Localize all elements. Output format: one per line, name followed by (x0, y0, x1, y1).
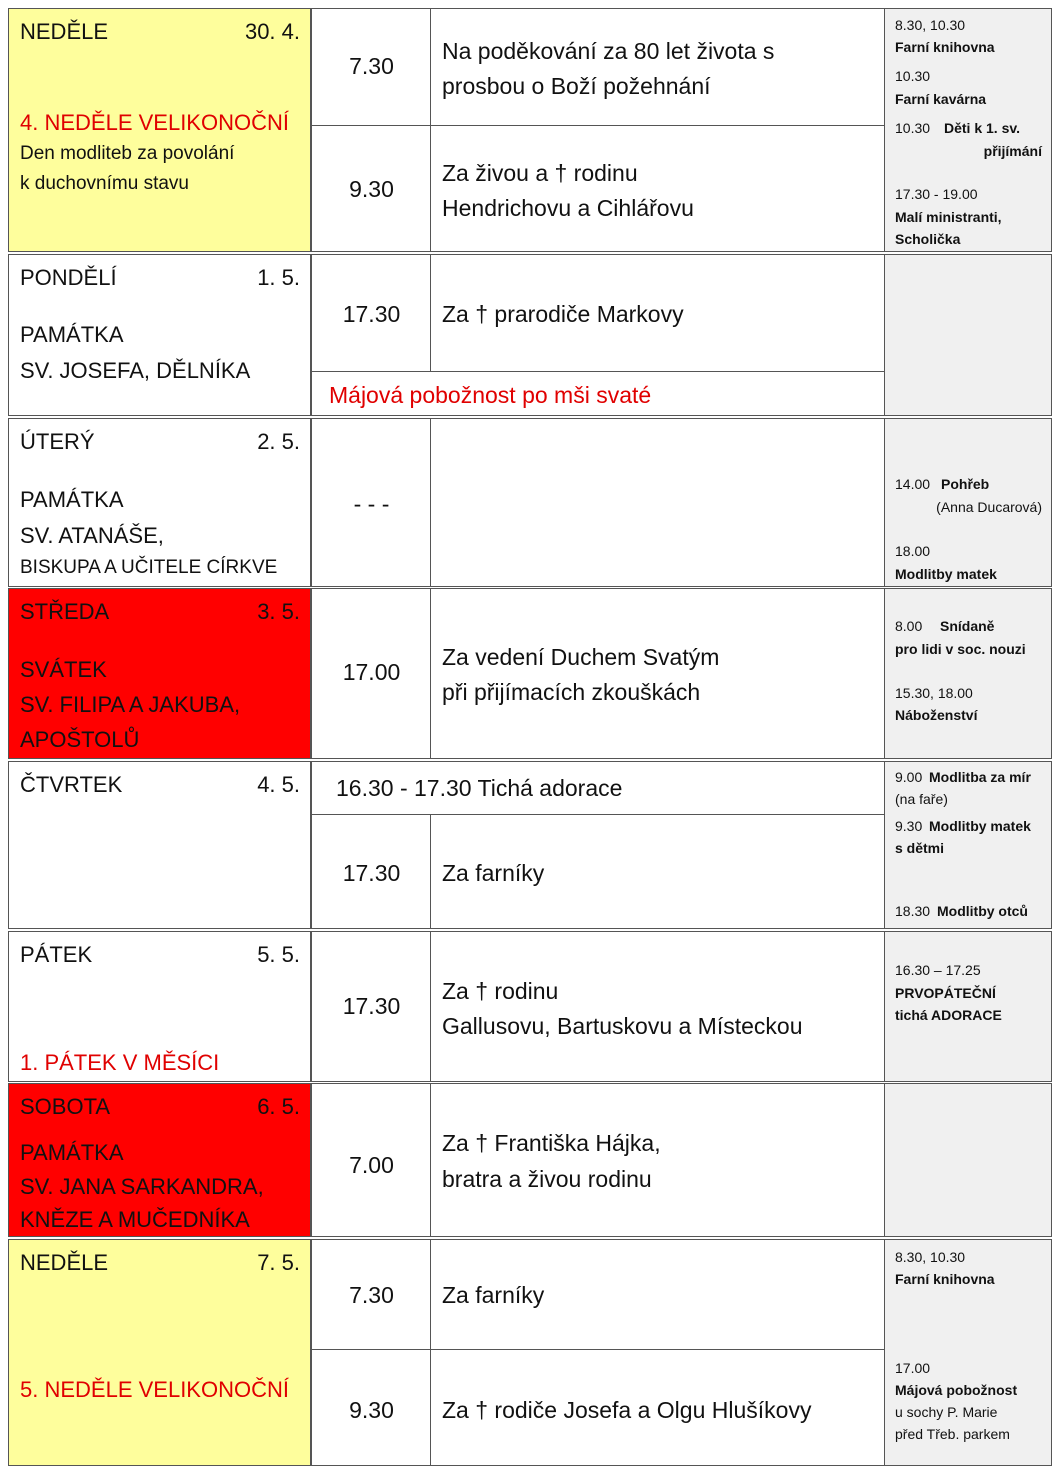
day-date: 4. 5. (257, 772, 300, 797)
day-note-line: Den modliteb za povolání (20, 143, 235, 164)
event-time: 8.30, 10.30 (895, 1249, 966, 1265)
day-cell-sunday-30-4 (8, 8, 311, 252)
event-detail: (Anna Ducarová) (936, 499, 1042, 515)
day-date: 7. 5. (257, 1250, 300, 1275)
mass-time-cell (311, 125, 431, 252)
day-name: SOBOTA (20, 1094, 111, 1119)
mass-intention-cell (430, 814, 885, 929)
feast-line: PAMÁTKA (20, 487, 124, 512)
mass-intention-line: bratra a živou rodinu (442, 1166, 652, 1192)
mass-intention-line: Hendrichovu a Cihlářovu (442, 195, 694, 221)
adoration-label: 16.30 - 17.30 Tichá adorace (336, 775, 623, 801)
mass-intention-cell (430, 418, 885, 587)
feast-line: BISKUPA A UČITELE CÍRKVE (20, 557, 278, 578)
day-date: 5. 5. (257, 942, 300, 967)
mass-intention-line: Za živou a † rodinu (442, 160, 638, 186)
mass-time-cell (311, 8, 431, 126)
mass-time: 7.30 (349, 53, 394, 79)
mass-time-cell (311, 418, 431, 587)
events-cell (884, 931, 1052, 1082)
event-title: Modlitby matek (929, 818, 1031, 834)
celebration-label: 5. NEDĚLE VELIKONOČNÍ (20, 1377, 289, 1402)
day-cell-monday-1-5 (8, 254, 311, 416)
event-title: Modlitby otců (937, 903, 1028, 919)
event-detail: (na faře) (895, 791, 948, 807)
day-cell-thursday-4-5 (8, 761, 311, 929)
day-cell-tuesday-2-5 (8, 418, 311, 587)
event-title: Pohřeb (941, 476, 990, 492)
event-title: Modlitba za mír (929, 769, 1031, 785)
event-detail: před Třeb. parkem (895, 1426, 1010, 1442)
event-title: Farní knihovna (895, 1271, 995, 1287)
feast-line: PAMÁTKA (20, 322, 124, 347)
event-time: 16.30 – 17.25 (895, 962, 981, 978)
mass-time: 17.00 (342, 659, 401, 685)
day-cell-wednesday-3-5 (8, 588, 311, 759)
mass-time: 9.30 (349, 176, 394, 202)
mass-intention-line: Za † rodiče Josefa a Olgu Hlušíkovy (442, 1397, 812, 1423)
day-cell-sunday-7-5 (8, 1239, 311, 1466)
day-date: 6. 5. (257, 1094, 300, 1119)
mass-intention-line: Na poděkování za 80 let života s (442, 38, 775, 64)
mass-time-cell (311, 254, 431, 372)
event-time: 17.00 (895, 1360, 931, 1376)
feast-line: APOŠTOLŮ (20, 727, 140, 752)
adoration-cell (311, 761, 885, 815)
day-cell-friday-5-5 (8, 931, 311, 1082)
day-name: ÚTERÝ (20, 429, 95, 454)
mass-time: 17.30 (342, 860, 401, 886)
event-time: 17.30 - 19.00 (895, 186, 978, 202)
event-time: 9.30 (895, 818, 923, 834)
feast-line: SV. ATANÁŠE, (20, 523, 164, 548)
feast-line: SV. FILIPA A JAKUBA, (20, 692, 241, 717)
may-devotion-note: Májová pobožnost po mši svaté (329, 382, 652, 408)
event-title: Modlitby matek (895, 566, 997, 582)
mass-time-cell (311, 1083, 431, 1237)
mass-intention-cell (430, 1239, 885, 1350)
mass-time-cell (311, 588, 431, 759)
day-date: 1. 5. (257, 265, 300, 290)
mass-intention-cell (430, 588, 885, 759)
day-name: NEDĚLE (20, 1250, 109, 1275)
event-title: Děti k 1. sv. (944, 120, 1021, 136)
events-cell (884, 8, 1052, 252)
mass-time-cell (311, 1239, 431, 1350)
mass-intention-line: Za farníky (442, 1282, 545, 1308)
event-title: Snídaně (940, 618, 995, 634)
day-name: PONDĚLÍ (20, 265, 117, 290)
events-cell (884, 418, 1052, 587)
mass-intention-cell (430, 1349, 885, 1466)
event-title: přijímání (983, 143, 1042, 159)
events-cell (884, 761, 1052, 929)
day-date: 2. 5. (257, 429, 300, 454)
mass-time: 17.30 (342, 993, 401, 1019)
celebration-label: 4. NEDĚLE VELIKONOČNÍ (20, 110, 289, 135)
mass-intention-line: Za † Františka Hájka, (442, 1130, 661, 1156)
feast-line: PAMÁTKA (20, 1140, 124, 1165)
mass-intention-line: Za † rodinu (442, 978, 559, 1004)
event-title: Farní knihovna (895, 39, 995, 55)
day-name: STŘEDA (20, 599, 110, 624)
event-title: Májová pobožnost (895, 1382, 1018, 1398)
mass-intention-cell (430, 8, 885, 126)
mass-intention-cell (430, 931, 885, 1082)
events-cell (884, 588, 1052, 759)
event-time: 10.30 (895, 120, 931, 136)
mass-intention-line: při přijímacích zkouškách (442, 679, 701, 705)
feast-line: SVÁTEK (20, 657, 107, 682)
mass-intention-cell (430, 1083, 885, 1237)
day-name: ČTVRTEK (20, 772, 123, 797)
celebration-label: 1. PÁTEK V MĚSÍCI (20, 1050, 220, 1075)
day-date: 3. 5. (257, 599, 300, 624)
event-title: Scholička (895, 231, 961, 247)
mass-intention-cell (430, 125, 885, 252)
mass-time-cell (311, 1349, 431, 1466)
mass-intention-cell (430, 254, 885, 372)
mass-time: - - - (353, 491, 390, 517)
event-title: pro lidi v soc. nouzi (895, 641, 1026, 657)
mass-time-cell (311, 931, 431, 1082)
mass-intention-line: prosbou o Boží požehnání (442, 73, 711, 99)
events-cell (884, 1239, 1052, 1466)
day-note-line: k duchovnímu stavu (20, 173, 189, 194)
event-title: Náboženství (895, 707, 978, 723)
mass-time: 9.30 (349, 1397, 394, 1423)
mass-intention-line: Gallusovu, Bartuskovu a Místeckou (442, 1013, 803, 1039)
mass-time-cell (311, 814, 431, 929)
event-time: 15.30, 18.00 (895, 685, 973, 701)
event-time: 9.00 (895, 769, 923, 785)
mass-intention-line: Za † prarodiče Markovy (442, 301, 684, 327)
mass-intention-line: Za vedení Duchem Svatým (442, 644, 720, 670)
event-time: 14.00 (895, 476, 931, 492)
event-detail: u sochy P. Marie (895, 1404, 998, 1420)
event-time: 18.30 (895, 903, 931, 919)
day-name: PÁTEK (20, 942, 93, 967)
feast-line: SV. JANA SARKANDRA, (20, 1174, 264, 1199)
feast-line: SV. JOSEFA, DĚLNÍKA (20, 358, 251, 383)
day-name: NEDĚLE (20, 19, 109, 44)
event-time: 18.00 (895, 543, 931, 559)
event-time: 10.30 (895, 68, 931, 84)
event-title: Farní kavárna (895, 91, 987, 107)
event-time: 8.00 (895, 618, 923, 634)
events-cell (884, 254, 1052, 416)
event-title: s dětmi (895, 840, 945, 856)
mass-time: 17.30 (342, 301, 401, 327)
day-date: 30. 4. (244, 19, 300, 44)
event-title: Malí ministranti, (895, 209, 1002, 225)
event-title: tichá ADORACE (895, 1007, 1002, 1023)
mass-intention-line: Za farníky (442, 860, 545, 886)
event-time: 8.30, 10.30 (895, 17, 966, 33)
mass-time: 7.00 (349, 1152, 394, 1178)
feast-line: KNĚZE A MUČEDNÍKA (20, 1207, 250, 1232)
wide-note-cell (311, 371, 885, 416)
mass-time: 7.30 (349, 1282, 394, 1308)
event-title: PRVOPÁTEČNÍ (895, 985, 996, 1001)
events-cell (884, 1083, 1052, 1237)
day-cell-saturday-6-5 (8, 1083, 311, 1237)
